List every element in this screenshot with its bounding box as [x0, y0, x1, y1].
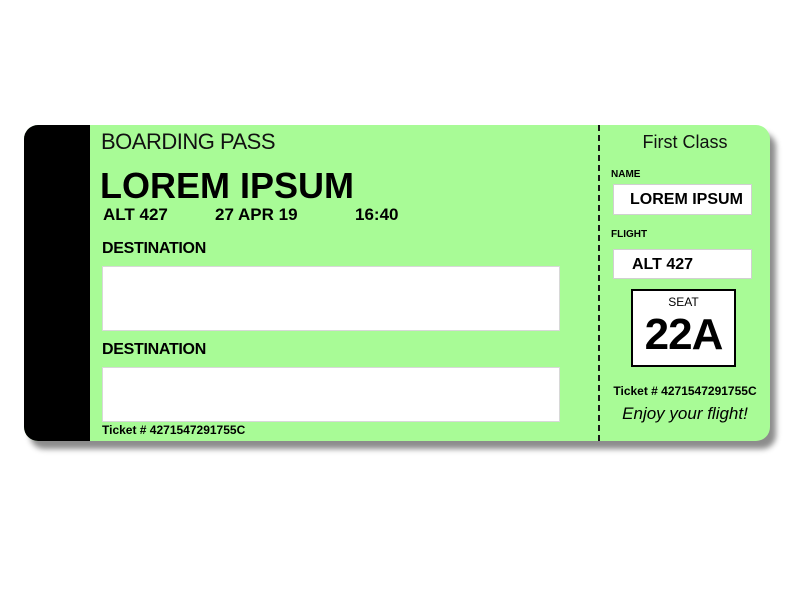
flight-date: 27 APR 19: [215, 205, 298, 224]
seat-number: 22A: [644, 310, 723, 359]
stub-ticket-number: Ticket # 4271547291755C: [613, 384, 757, 398]
destination-label-1: DESTINATION: [102, 240, 206, 257]
destination-field-1: [102, 266, 560, 331]
destination-field-2: [102, 367, 560, 422]
seat-box: [631, 289, 736, 367]
stub-name-label: NAME: [611, 169, 641, 180]
boarding-pass-title: BOARDING PASS: [101, 129, 276, 154]
stub-flight-label: FLIGHT: [611, 229, 648, 240]
stub-flight-field: ALT 427: [613, 249, 752, 279]
flight-time: 16:40: [355, 205, 399, 224]
ticket-number: Ticket # 4271547291755C: [102, 423, 246, 437]
stub-message: Enjoy your flight!: [622, 404, 748, 423]
ticket-class: First Class: [642, 132, 728, 152]
seat-label: SEAT: [668, 295, 699, 309]
stub-name-field: LOREM IPSUM: [613, 184, 752, 215]
destination-label-2: DESTINATION: [102, 341, 206, 358]
boarding-pass: [24, 125, 770, 441]
passenger-name: LOREM IPSUM: [100, 165, 355, 206]
flight-number: ALT 427: [103, 205, 168, 224]
black-stripe: [24, 125, 90, 441]
